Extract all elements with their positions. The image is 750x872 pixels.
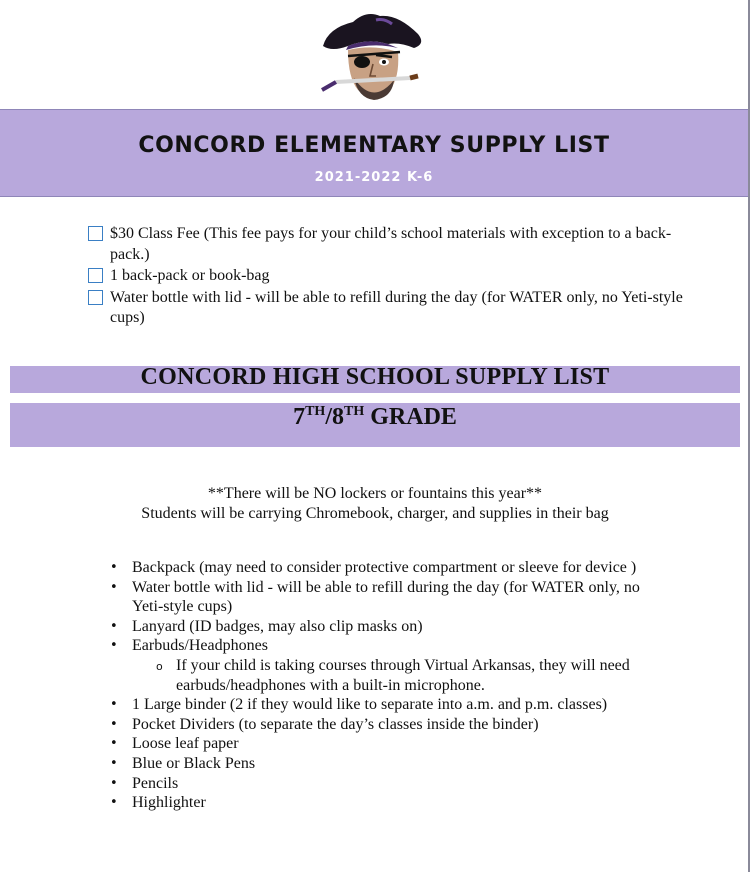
- grade-number: 7: [293, 404, 306, 430]
- checklist-item-text: 1 back-pack or book-bag: [110, 267, 270, 284]
- elementary-checklist: [88, 224, 688, 330]
- checklist-item-text: Water bottle with lid - will be able to refill during the day (for WATER only, no Yeti-style cups): [110, 288, 683, 326]
- checklist-item: [88, 224, 688, 265]
- list-item: • Backpack (may need to consider protective compartment or sleeve for device ): [110, 558, 670, 578]
- list-item: • Highlighter: [110, 793, 670, 813]
- list-item: • Lanyard (ID badges, may also clip masks on): [110, 617, 670, 637]
- grade-heading: [10, 404, 740, 431]
- grade-separator: /: [325, 404, 332, 430]
- checkbox[interactable]: [88, 290, 103, 305]
- pirate-mascot-logo: [318, 8, 428, 104]
- list-item: • 1 Large binder (2 if they would like to separate into a.m. and p.m. classes): [110, 695, 670, 715]
- grade-suffix: TH: [305, 404, 326, 419]
- lockers-note: **There will be NO lockers or fountains this year**: [207, 485, 543, 502]
- grade-word: GRADE: [364, 404, 457, 430]
- grade-suffix: TH: [344, 404, 365, 419]
- list-item: • Water bottle with lid - will be able to refill during the day (for WATER only, no Yeti-style cups): [110, 578, 670, 617]
- high-school-title: CONCORD HIGH SCHOOL SUPPLY LIST: [140, 364, 610, 390]
- list-item: • Blue or Black Pens: [110, 754, 670, 774]
- elementary-year-subtitle: 2021-2022 K-6: [314, 170, 434, 185]
- list-item: • Pocket Dividers (to separate the day’s classes inside the binder): [110, 715, 670, 735]
- checklist-item-text: $30 Class Fee (This fee pays for your child’s school materials with exception to a back-pack.): [110, 225, 672, 263]
- elementary-title: CONCORD ELEMENTARY SUPPLY LIST: [138, 133, 610, 158]
- checklist-item: [88, 266, 688, 287]
- checklist-item: [88, 288, 688, 329]
- high-school-supply-list: [110, 558, 670, 813]
- list-item: • Earbuds/Headphones: [110, 636, 670, 656]
- list-item: • Loose leaf paper: [110, 734, 670, 754]
- checkbox[interactable]: [88, 226, 103, 241]
- checkbox[interactable]: [88, 268, 103, 283]
- carry-note: Students will be carrying Chromebook, charger, and supplies in their bag: [141, 505, 609, 522]
- list-item: • Pencils: [110, 774, 670, 794]
- grade-number: 8: [332, 404, 344, 430]
- list-subitem: o If your child is taking courses through Virtual Arkansas, they will need earbuds/headphones with a built-in microphone.: [110, 656, 670, 695]
